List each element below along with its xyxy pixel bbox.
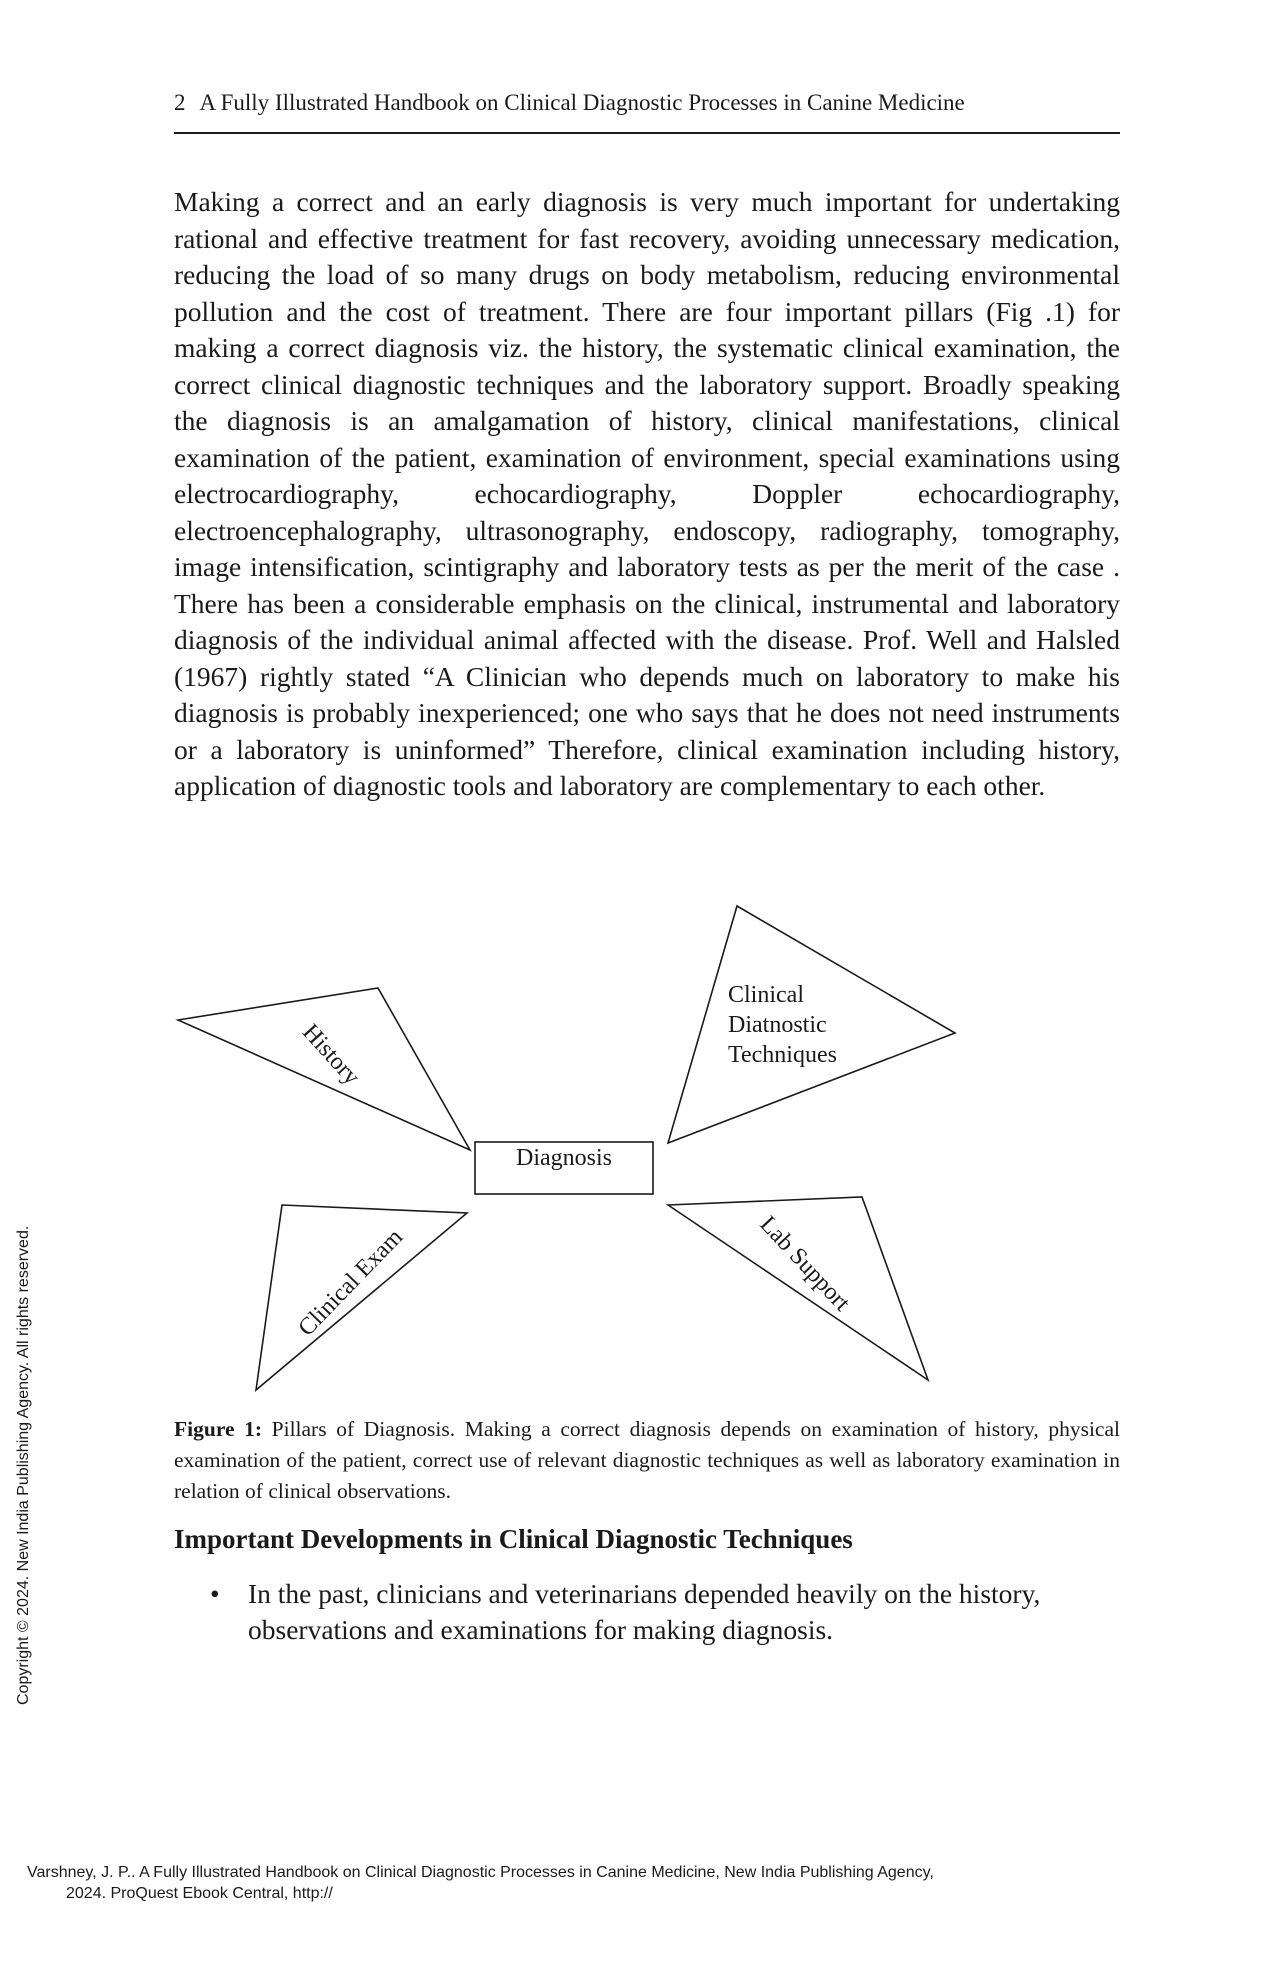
history-triangle: [178, 988, 470, 1150]
running-head-title: A Fully Illustrated Handbook on Clinical Diagnostic Processes in Canine Medicine: [199, 90, 965, 115]
body-paragraph: Making a correct and an early diagnosis is very much important for undertaking rational and effective treatment for fast recovery, avoiding unnecessary medication, reducing the load of so many drugs on body metabolism, reducing environmental pollution and the cost of treatment. There are four important pillars (Fig .1) for making a correct diagnosis viz. the history, the systematic clinical examination, the correct clinical diagnostic techniques and the laboratory support. Broadly speaking the diagnosis is an amalgamation of history, clinical manifestations, clinical examination of the patient, examination of environment, special examinations using electrocardiography, echocardiography, Doppler echocardiography, electroencephalography, ultrasonography, endoscopy, radiography, tomography, image intensification, scintigraphy and laboratory tests as per the merit of the case . There has been a considerable emphasis on the clinical, instrumental and laboratory diagnosis of the individual animal affected with the disease. Prof. Well and Halsled (1967) rightly stated “A Clinician who depends much on laboratory to make his diagnosis is probably inexperienced; one who says that he does not need instruments or a laboratory is uninformed” Therefore, clinical examination including history, application of diagnostic tools and laboratory are complementary to each other.: [174, 186, 1120, 801]
clinical-diagnostic-line-3: Techniques: [728, 1042, 837, 1068]
clinical-diagnostic-triangle: [668, 906, 955, 1143]
side-copyright-notice: Copyright © 2024. New India Publishing Agency. All rights reserved.: [15, 1225, 32, 1705]
footer-citation-line-1: Varshney, J. P.. A Fully Illustrated Handbook on Clinical Diagnostic Processes in Canine Medicine, New India Publishing Agency,: [27, 1864, 934, 1881]
figure-caption-text: Pillars of Diagnosis. Making a correct diagnosis depends on examination of history, physical examination of the patient, correct use of relevant diagnostic techniques as well as laboratory examination in relation of clinical observations.: [174, 1417, 1120, 1503]
bullet-marker: •: [210, 1578, 220, 1609]
diagnosis-label: Diagnosis: [516, 1145, 612, 1171]
clinical-diagnostic-techniques-label: [728, 980, 868, 1070]
footer-citation-line-2: 2024. ProQuest Ebook Central, http://: [66, 1885, 333, 1902]
clinical-exam-label: Clinical Exam: [293, 1224, 408, 1342]
figure-caption: [174, 1414, 1120, 1507]
lab-support-label: Lab Support: [754, 1211, 855, 1317]
bullet-text: In the past, clinicians and veterinarians depended heavily on the history, observations and examinations for making diagnosis.: [248, 1578, 1041, 1645]
header-rule: [174, 132, 1120, 134]
lab-support-triangle: [668, 1197, 928, 1380]
figure-caption-label: Figure 1:: [174, 1417, 263, 1441]
running-head: [174, 88, 1120, 118]
bullet-list: [174, 1576, 1120, 1648]
list-item: [174, 1576, 1120, 1648]
history-label: History: [297, 1019, 365, 1091]
footer-citation: [27, 1862, 1027, 1904]
page-number: 2: [174, 90, 186, 115]
clinical-exam-triangle: [256, 1205, 467, 1390]
diagnosis-box: [475, 1142, 653, 1194]
clinical-diagnostic-line-2: Diatnostic: [728, 1012, 827, 1038]
section-heading: Important Developments in Clinical Diagnostic Techniques: [174, 1524, 853, 1554]
clinical-diagnostic-line-1: Clinical: [728, 982, 804, 1008]
